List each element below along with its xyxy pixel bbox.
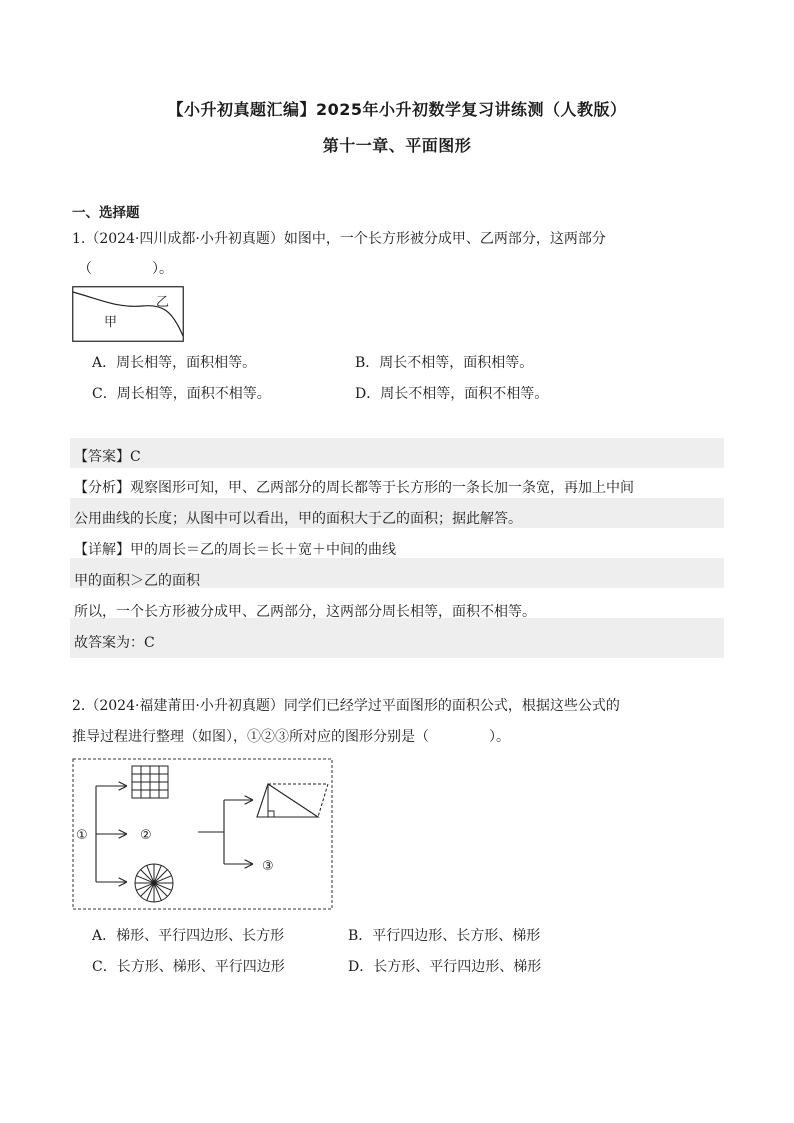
q1-stem-line2 — [78, 258, 173, 278]
q1-rectangle-figure — [72, 286, 184, 342]
q2-stem-line1: 2.（2024·福建莆田·小升初真题）同学们已经学过平面图形的面积公式，根据这些公式的 — [72, 698, 620, 714]
answer-row-bg — [70, 618, 724, 658]
q1-paren-close: ）。 — [152, 261, 173, 277]
q1-analysis-line2: 公用曲线的长度；从图中可以看出，甲的面积大于乙的面积；据此解答。 — [74, 511, 522, 527]
q2-option-a[interactable]: A．梯形、平行四边形、长方形 — [92, 928, 285, 944]
document-title: 【小升初真题汇编】2025年小升初数学复习讲练测（人教版） — [167, 100, 627, 119]
q1-analysis-line1: 【分析】观察图形可知，甲、乙两部分的周长都等于长方形的一条长加一条宽，再加上中间 — [74, 480, 634, 496]
label-3: ③ — [262, 859, 274, 874]
sectioned-circle — [135, 864, 173, 902]
q1-option-b[interactable]: B．周长不相等，面积相等。 — [355, 355, 534, 371]
answer-row-bg — [70, 438, 724, 468]
q2-option-d[interactable]: D．长方形、平行四边形、梯形 — [348, 959, 542, 975]
q2-derivation-diagram — [72, 758, 334, 911]
q1-detail-line3: 所以，一个长方形被分成甲、乙两部分，这两部分周长相等，面积不相等。 — [74, 604, 536, 620]
unit-square-grid — [132, 766, 168, 798]
q2-stem-text: 推导过程进行整理（如图），①②③所对应的图形分别是（ — [72, 729, 429, 745]
q1-detail-line2: 甲的面积＞乙的面积 — [74, 573, 200, 589]
q1-detail-line1: 【详解】甲的周长＝乙的周长＝长＋宽＋中间的曲线 — [74, 542, 396, 558]
section-heading: 一、选择题 — [72, 205, 140, 221]
triangle-parallelogram — [257, 784, 328, 817]
chapter-title: 第十一章、平面图形 — [322, 136, 472, 155]
label-jia: 甲 — [104, 315, 118, 330]
q1-final-answer: 故答案为：C — [74, 635, 155, 651]
q1-answer: 【答案】C — [74, 449, 141, 465]
label-yi: 乙 — [156, 295, 170, 310]
q2-stem-line2 — [72, 726, 510, 746]
label-2: ② — [140, 828, 152, 843]
q2-paren-close: ）。 — [489, 729, 510, 745]
q1-option-c[interactable]: C．周长相等，面积不相等。 — [92, 386, 271, 402]
q2-option-b[interactable]: B．平行四边形、长方形、梯形 — [348, 928, 541, 944]
q2-option-c[interactable]: C．长方形、梯形、平行四边形 — [92, 959, 285, 975]
q1-option-d[interactable]: D．周长不相等，面积不相等。 — [355, 386, 549, 402]
label-1: ① — [76, 828, 88, 843]
q1-stem-line1: 1.（2024·四川成都·小升初真题）如图中，一个长方形被分成甲、乙两部分，这两部分 — [72, 231, 606, 247]
q1-paren-open: （ — [78, 261, 92, 277]
q1-option-a[interactable]: A．周长相等，面积相等。 — [92, 355, 257, 371]
